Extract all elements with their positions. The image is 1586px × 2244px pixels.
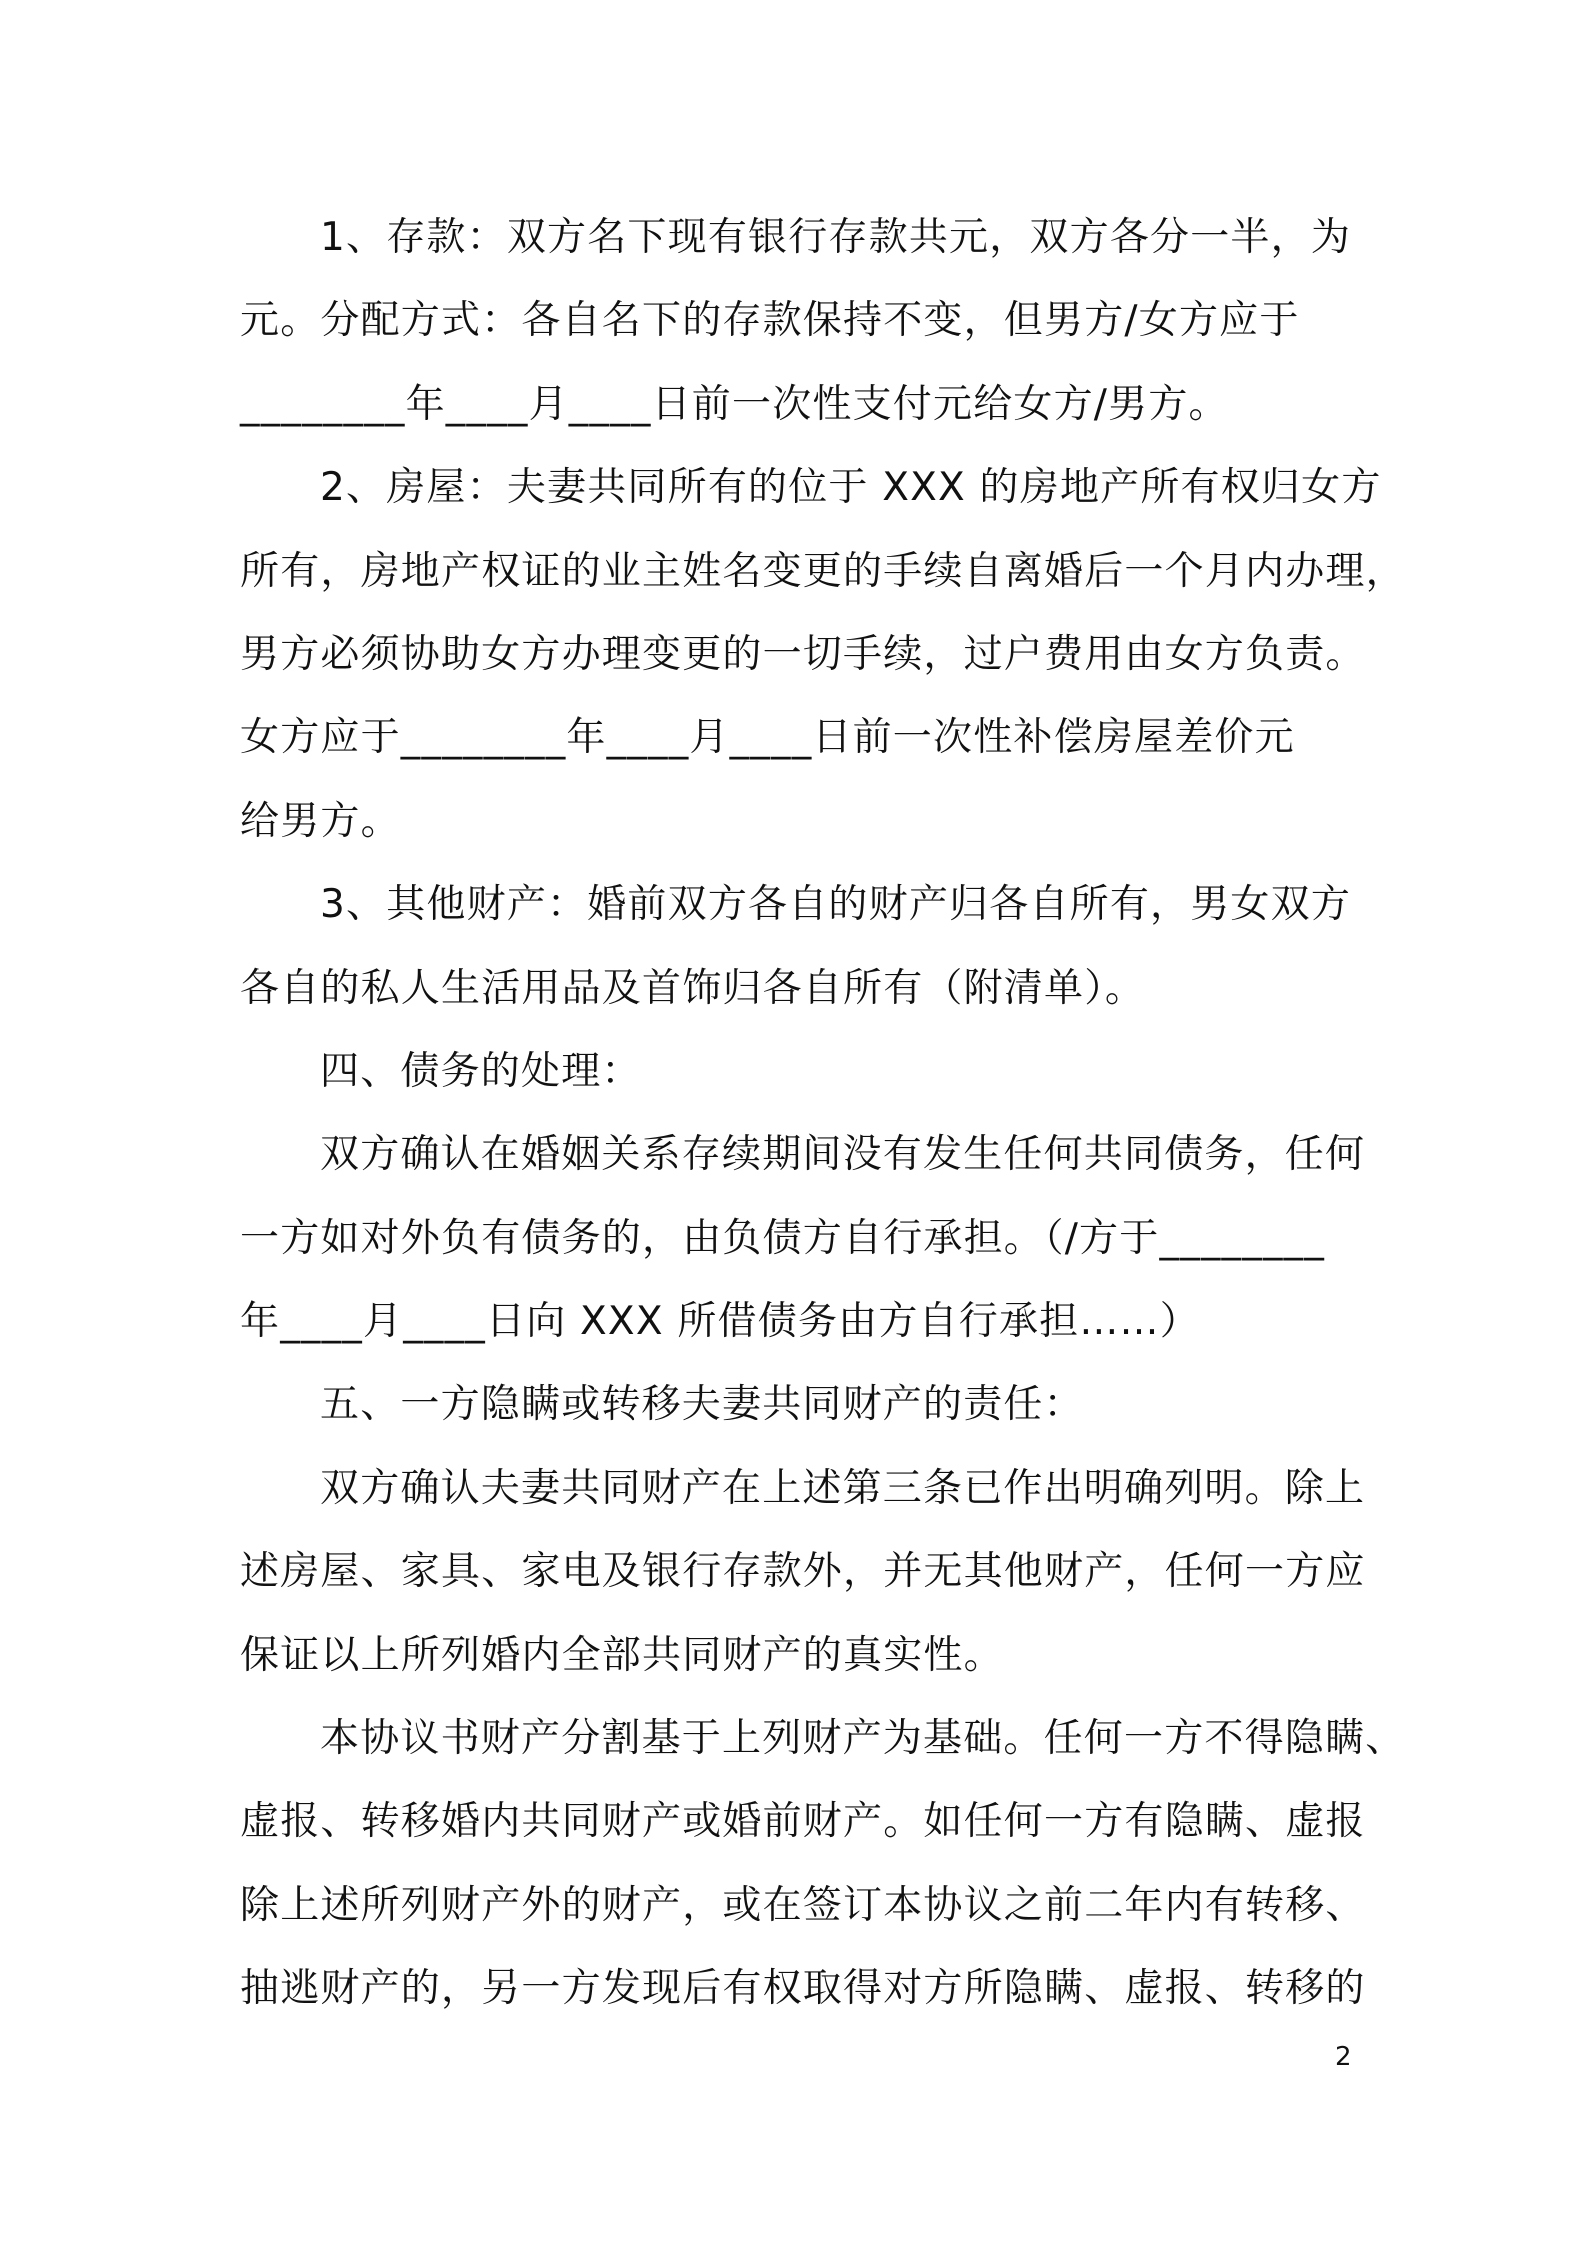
text-line: 双方确认在婚姻关系存续期间没有发生任何共同债务，任何 xyxy=(320,1132,1366,1178)
text-line: 所有，房地产权证的业主姓名变更的手续自离婚后一个月内办理， xyxy=(240,548,1406,594)
text-line: 抽逃财产的，另一方发现后有权取得对方所隐瞒、虚报、转移的 xyxy=(240,1966,1366,2012)
text-line: 女方应于________年____月____日前一次性补偿房屋差价元 xyxy=(240,715,1295,761)
text-line: 男方必须协助女方办理变更的一切手续，过户费用由女方负责。 xyxy=(240,631,1366,677)
text-line: 述房屋、家具、家电及银行存款外，并无其他财产，任何一方应 xyxy=(240,1549,1366,1595)
text-line: ________年____月____日前一次性支付元给女方/男方。 xyxy=(240,381,1229,427)
text-line: 1、存款：双方名下现有银行存款共元，双方各分一半，为 xyxy=(320,215,1352,260)
text-line: 虚报、转移婚内共同财产或婚前财产。如任何一方有隐瞒、虚报 xyxy=(240,1799,1366,1845)
text-line: 四、债务的处理： xyxy=(320,1048,642,1094)
text-line: 2、房屋：夫妻共同所有的位于 XXX 的房地产所有权归女方 xyxy=(320,465,1382,511)
text-line: 除上述所列财产外的财产，或在签订本协议之前二年内有转移、 xyxy=(240,1882,1366,1928)
text-line: 五、一方隐瞒或转移夫妻共同财产的责任： xyxy=(320,1382,1084,1428)
text-line: 3、其他财产：婚前双方各自的财产归各自所有，男女双方 xyxy=(320,882,1352,928)
text-line: 一方如对外负有债务的，由负债方自行承担。（/方于________ xyxy=(240,1215,1326,1261)
text-line: 年____月____日向 XXX 所借债务由方自行承担……） xyxy=(240,1299,1200,1345)
page-number: 2 xyxy=(1335,2042,1352,2072)
document-body xyxy=(240,196,1406,2031)
text-line: 本协议书财产分割基于上列财产为基础。任何一方不得隐瞒、 xyxy=(320,1716,1406,1762)
text-line: 各自的私人生活用品及首饰归各自所有（附清单）。 xyxy=(240,965,1146,1011)
text-line: 给男方。 xyxy=(240,798,401,844)
text-line: 保证以上所列婚内全部共同财产的真实性。 xyxy=(240,1632,1004,1678)
text-line: 双方确认夫妻共同财产在上述第三条已作出明确列明。除上 xyxy=(320,1465,1366,1511)
text-line: 元。分配方式：各自名下的存款保持不变，但男方/女方应于 xyxy=(240,298,1300,344)
